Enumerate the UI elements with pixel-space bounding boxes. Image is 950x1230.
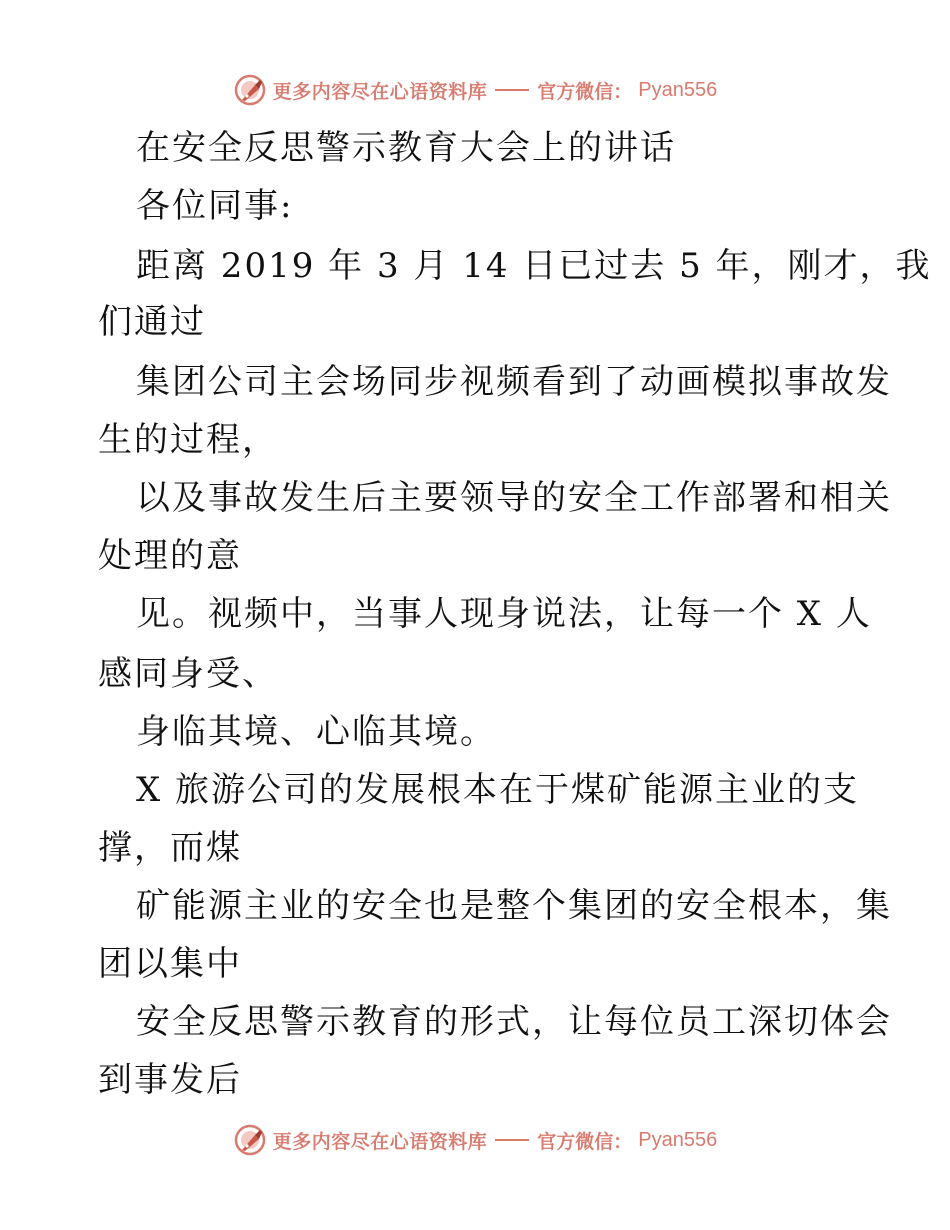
header-banner <box>0 70 950 110</box>
banner-dash <box>495 89 529 91</box>
text-line: X 旅游公司的发展根本在于煤矿能源主业的支 <box>136 770 860 810</box>
banner-dash <box>495 1139 529 1141</box>
text-line: 们通过 <box>98 302 206 342</box>
banner-brand-text: 更多内容尽在心语资料库 <box>272 1130 488 1153</box>
salutation: 各位同事: <box>136 186 294 226</box>
text-line: 距离 2019 年 3 月 14 日已过去 5 年，刚才，我 <box>136 246 932 286</box>
text-line: 团以集中 <box>98 944 242 984</box>
text-line: 安全反思警示教育的形式，让每位员工深切体会 <box>136 1002 892 1042</box>
text-line: 感同身受、 <box>98 654 278 694</box>
pen-nib-logo-icon <box>233 73 267 107</box>
footer-banner <box>0 1120 950 1160</box>
banner-wechat-label: 官方微信： <box>537 80 633 103</box>
text-line: 处理的意 <box>98 536 242 576</box>
banner-brand-text: 更多内容尽在心语资料库 <box>272 80 488 103</box>
banner-wechat-label: 官方微信： <box>537 1130 633 1153</box>
text-line: 见。视频中，当事人现身说法，让每一个 X 人 <box>136 594 872 634</box>
text-line: 身临其境、心临其境。 <box>136 712 496 752</box>
banner-wechat-id: Pyan556 <box>638 1128 718 1151</box>
text-line: 以及事故发生后主要领导的安全工作部署和相关 <box>136 478 892 518</box>
document-title: 在安全反思警示教育大会上的讲话 <box>136 128 676 168</box>
text-line: 集团公司主会场同步视频看到了动画模拟事故发 <box>136 362 892 402</box>
text-line: 生的过程， <box>98 420 278 460</box>
text-line: 到事发后 <box>98 1060 242 1100</box>
banner-wechat-id: Pyan556 <box>638 78 718 101</box>
text-line: 矿能源主业的安全也是整个集团的安全根本，集 <box>136 886 892 926</box>
text-line: 撑，而煤 <box>98 828 242 868</box>
pen-nib-logo-icon <box>233 1123 267 1157</box>
